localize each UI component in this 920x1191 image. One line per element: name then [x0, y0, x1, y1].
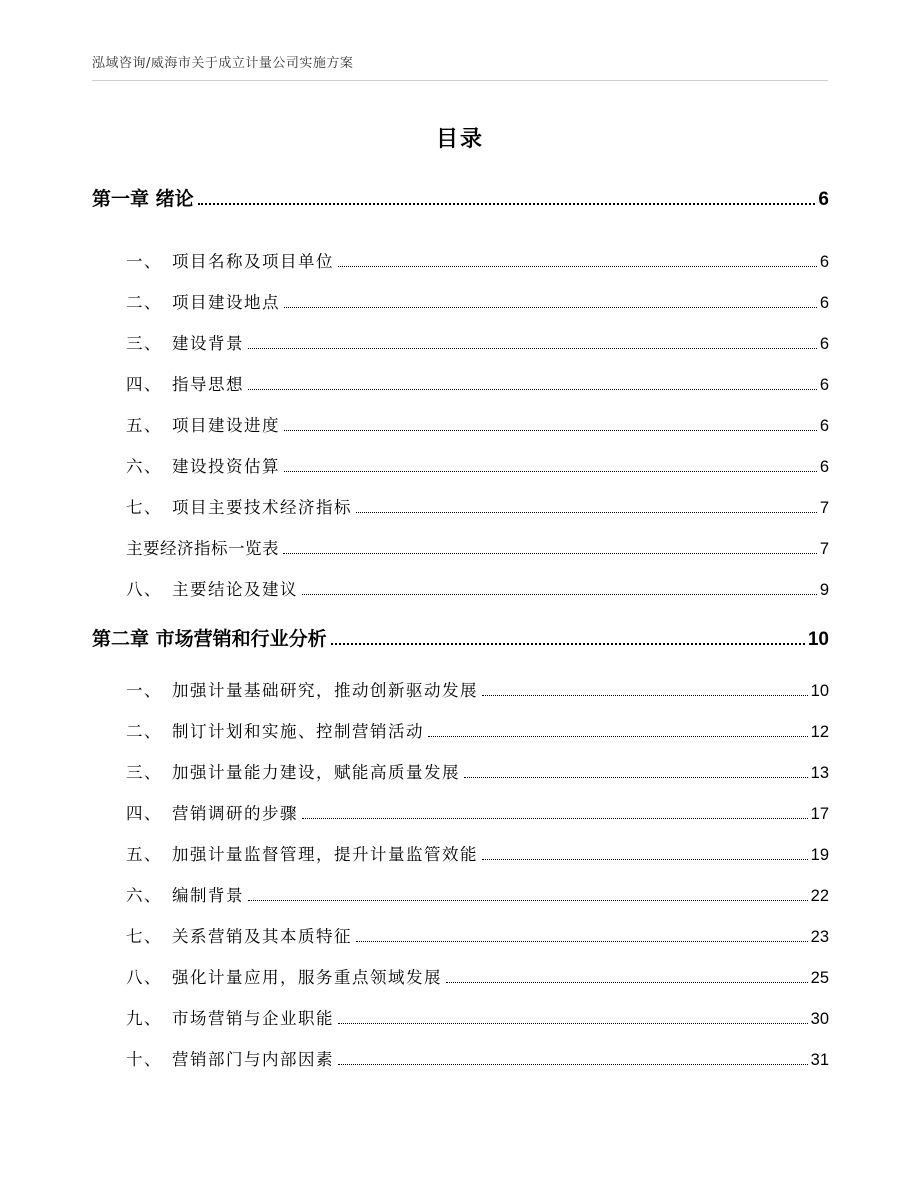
toc-entry-number: 三、 [126, 334, 162, 353]
page-title: 目录 [435, 127, 484, 152]
toc-entry[interactable] [126, 882, 829, 906]
toc-dot-leader [302, 594, 817, 595]
toc-entry-label: 项目名称及项目单位 [172, 252, 334, 271]
toc-dot-leader [283, 553, 817, 554]
toc-entry-number: 五、 [126, 416, 162, 435]
toc-entry[interactable] [126, 576, 829, 600]
toc-entry-number: 六、 [126, 886, 162, 905]
toc-entry-number: 一、 [126, 252, 162, 271]
toc-page-number: 13 [810, 764, 829, 782]
toc-entry[interactable] [126, 535, 829, 559]
toc-dot-leader [338, 266, 817, 267]
toc-entry-label: 加强计量能力建设，赋能高质量发展 [172, 763, 460, 782]
toc-page-number: 6 [819, 253, 829, 271]
toc-entry[interactable] [126, 371, 829, 395]
toc-page-number: 6 [819, 458, 829, 476]
toc-dot-leader [331, 643, 805, 645]
toc-entry[interactable] [126, 289, 829, 313]
toc-page-number: 19 [810, 846, 829, 864]
toc-entry-number: 六、 [126, 457, 162, 476]
toc-page-number: 6 [819, 294, 829, 312]
toc-entry[interactable] [126, 1046, 829, 1070]
toc-page-number: 23 [810, 928, 829, 946]
toc-dot-leader [356, 512, 817, 513]
toc-chapter-label: 第一章 绪论 [92, 188, 194, 210]
toc-entry[interactable] [126, 330, 829, 354]
toc-entry-label: 市场营销与企业职能 [172, 1009, 334, 1028]
toc-entry[interactable] [126, 964, 829, 988]
toc-entry-label: 建设投资估算 [172, 457, 280, 476]
toc-entry-label: 营销调研的步骤 [172, 804, 298, 823]
toc-entry-number: 八、 [126, 580, 162, 599]
toc-chapter-2[interactable] [92, 624, 829, 651]
running-header: 泓域咨询/威海市关于成立计量公司实施方案 [92, 56, 354, 71]
toc-dot-leader [446, 982, 808, 983]
toc-entry[interactable] [126, 248, 829, 272]
toc-entry-number: 二、 [126, 293, 162, 312]
toc-entry-label: 项目建设地点 [172, 293, 280, 312]
toc-page-number: 9 [819, 581, 829, 599]
toc-chapter-1[interactable] [92, 184, 829, 211]
toc-page-number: 6 [818, 189, 829, 210]
toc-entry-number: 二、 [126, 722, 162, 741]
toc-dot-leader [482, 695, 808, 696]
toc-entry-number: 七、 [126, 927, 162, 946]
toc-entry-number: 四、 [126, 804, 162, 823]
toc-entry-label: 建设背景 [172, 334, 244, 353]
toc-chapter-label: 第二章 市场营销和行业分析 [92, 628, 327, 650]
toc-entry-number: 一、 [126, 681, 162, 700]
toc-dot-leader [356, 941, 808, 942]
toc-page-number: 7 [819, 540, 829, 558]
toc-entry-label: 主要结论及建议 [172, 580, 298, 599]
toc-entry-number: 七、 [126, 498, 162, 517]
toc-page-number: 25 [810, 969, 829, 987]
toc-entry-label: 关系营销及其本质特征 [172, 927, 352, 946]
toc-dot-leader [482, 859, 808, 860]
toc-page-number: 17 [810, 805, 829, 823]
toc-entry-label: 项目主要技术经济指标 [172, 498, 352, 517]
toc-page-number: 30 [810, 1010, 829, 1028]
toc-entry[interactable] [126, 718, 829, 742]
toc-entry-label: 主要经济指标一览表 [126, 539, 279, 558]
toc-page-number: 12 [810, 723, 829, 741]
toc-dot-leader [338, 1023, 808, 1024]
toc-entry-label: 制订计划和实施、控制营销活动 [172, 722, 424, 741]
toc-entry-number: 四、 [126, 375, 162, 394]
toc-dot-leader [302, 818, 808, 819]
toc-dot-leader [248, 348, 817, 349]
toc-page-number: 10 [810, 682, 829, 700]
toc-dot-leader [428, 736, 808, 737]
toc-page-number: 6 [819, 335, 829, 353]
toc-entry-number: 九、 [126, 1009, 162, 1028]
toc-dot-leader [248, 389, 817, 390]
toc-page-number: 6 [819, 417, 829, 435]
toc-entry[interactable] [126, 923, 829, 947]
toc-page-number: 7 [819, 499, 829, 517]
toc-entry[interactable] [126, 453, 829, 477]
toc-entry-label: 指导思想 [172, 375, 244, 394]
toc-entry-number: 十、 [126, 1050, 162, 1069]
toc-entry-label: 编制背景 [172, 886, 244, 905]
toc-page-number: 6 [819, 376, 829, 394]
toc-dot-leader [284, 471, 817, 472]
toc-entry[interactable] [126, 800, 829, 824]
toc-entry[interactable] [126, 677, 829, 701]
toc-dot-leader [284, 307, 817, 308]
toc-dot-leader [248, 900, 808, 901]
header-rule [92, 80, 828, 81]
toc-dot-leader [198, 203, 816, 205]
toc-entry-label: 营销部门与内部因素 [172, 1050, 334, 1069]
toc-entry-label: 项目建设进度 [172, 416, 280, 435]
toc-dot-leader [338, 1064, 808, 1065]
toc-dot-leader [464, 777, 808, 778]
toc-entry[interactable] [126, 1005, 829, 1029]
toc-entry-label: 加强计量基础研究，推动创新驱动发展 [172, 681, 478, 700]
toc-dot-leader [284, 430, 817, 431]
toc-entry-label: 强化计量应用，服务重点领域发展 [172, 968, 442, 987]
toc-entry[interactable] [126, 759, 829, 783]
toc-entry-label: 加强计量监督管理，提升计量监管效能 [172, 845, 478, 864]
toc-page-number: 22 [810, 887, 829, 905]
toc-entry-number: 八、 [126, 968, 162, 987]
toc-entry[interactable] [126, 494, 829, 518]
toc-entry[interactable] [126, 841, 829, 865]
toc-page-number: 10 [807, 629, 829, 650]
toc-entry[interactable] [126, 412, 829, 436]
toc-entry-number: 五、 [126, 845, 162, 864]
toc-entry-number: 三、 [126, 763, 162, 782]
toc-page-number: 31 [810, 1051, 829, 1069]
